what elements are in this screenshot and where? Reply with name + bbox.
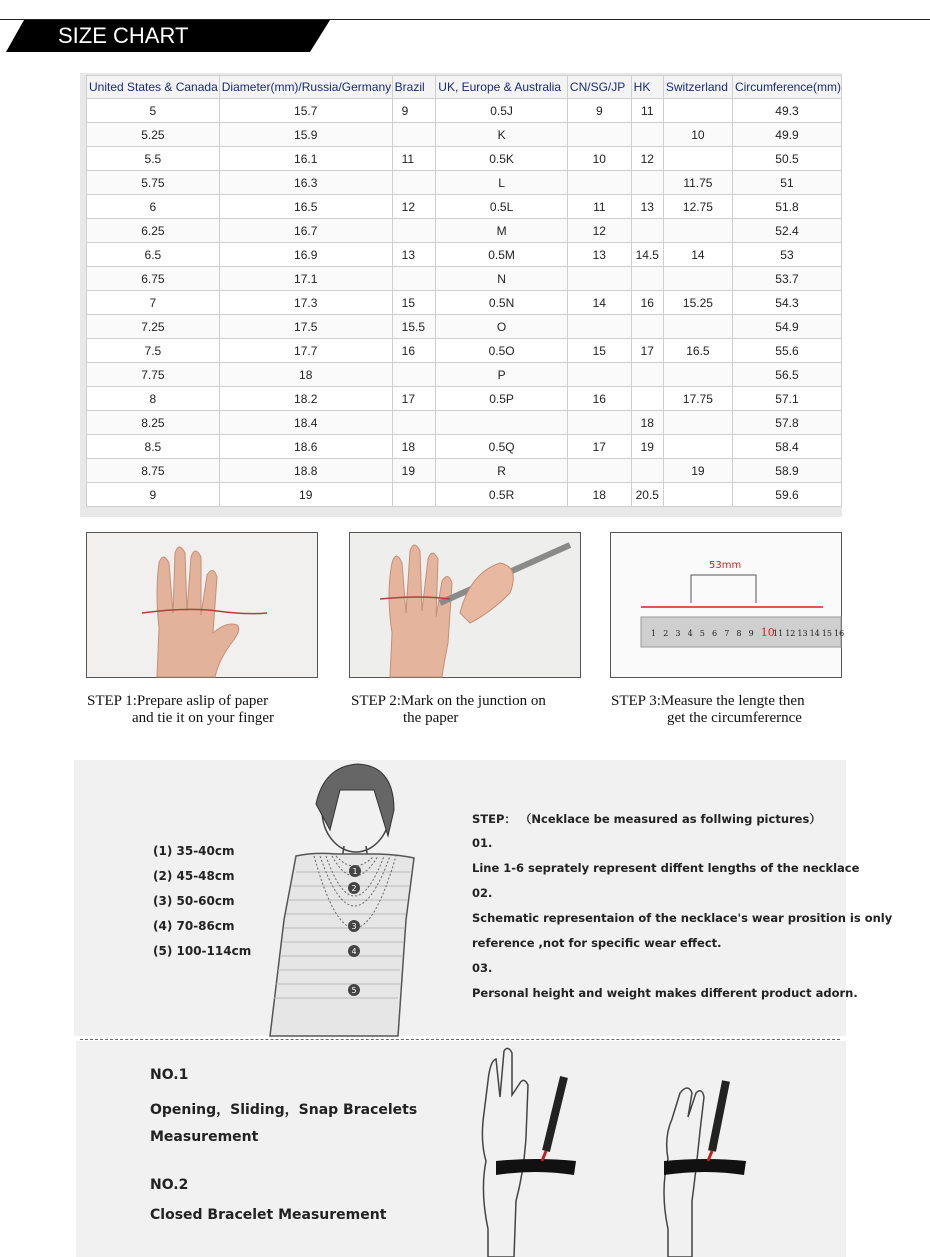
table-cell: 18.8 xyxy=(219,459,392,483)
table-cell: 9 xyxy=(567,99,631,123)
bracelet-no1-title: NO.1 xyxy=(150,1067,189,1083)
table-cell: 9 xyxy=(392,99,436,123)
table-row xyxy=(87,339,842,363)
table-cell: P xyxy=(436,363,568,387)
table-cell: L xyxy=(436,171,568,195)
table-cell: 15 xyxy=(392,291,436,315)
table-row xyxy=(87,99,842,123)
table-cell xyxy=(392,363,436,387)
table-cell: 11 xyxy=(392,147,436,171)
table-cell: 18 xyxy=(567,483,631,507)
table-cell: 15.9 xyxy=(219,123,392,147)
table-row xyxy=(87,171,842,195)
hand-pen-icon xyxy=(350,533,580,677)
table-cell: 16 xyxy=(392,339,436,363)
table-cell: 7.5 xyxy=(87,339,220,363)
table-cell xyxy=(631,219,663,243)
table-cell xyxy=(436,411,568,435)
table-cell: 55.6 xyxy=(732,339,841,363)
table-cell xyxy=(567,363,631,387)
table-row xyxy=(87,123,842,147)
table-cell: 0.5R xyxy=(436,483,568,507)
table-cell xyxy=(663,147,732,171)
ruler-mark-label: 53mm xyxy=(709,560,742,571)
table-cell xyxy=(392,219,436,243)
step3-text: STEP 3:Measure the lengte then get the circumferernce xyxy=(611,693,805,726)
table-cell: 19 xyxy=(219,483,392,507)
table-cell xyxy=(663,99,732,123)
table-row xyxy=(87,411,842,435)
table-cell: 18 xyxy=(392,435,436,459)
table-cell: 11.75 xyxy=(663,171,732,195)
table-cell: 56.5 xyxy=(732,363,841,387)
necklace-note-line: Line 1-6 seprately represent diffent lengths of the necklace xyxy=(472,861,860,875)
necklace-note-line: 03. xyxy=(472,961,493,975)
table-cell: 18 xyxy=(631,411,663,435)
necklace-note-line: Schematic representaion of the necklace's wear prosition is only xyxy=(472,911,893,925)
table-cell: 6.5 xyxy=(87,243,220,267)
table-cell: 0.5O xyxy=(436,339,568,363)
table-cell xyxy=(663,315,732,339)
table-cell: 16.7 xyxy=(219,219,392,243)
table-cell: 5.75 xyxy=(87,171,220,195)
table-cell: 18 xyxy=(219,363,392,387)
ruler-number: 8 xyxy=(736,629,742,638)
table-row xyxy=(87,483,842,507)
step1-image xyxy=(86,532,318,678)
bracelet-no1-line2: Measurement xyxy=(150,1129,259,1145)
table-cell: K xyxy=(436,123,568,147)
table-cell xyxy=(567,171,631,195)
necklace-note-line: 01. xyxy=(472,836,493,850)
ruler-number: 4 xyxy=(687,629,693,638)
table-cell: 11 xyxy=(567,195,631,219)
size-chart-header xyxy=(0,0,930,60)
table-cell xyxy=(567,459,631,483)
col-header-brazil: Brazil xyxy=(392,76,436,99)
table-cell: 9 xyxy=(87,483,220,507)
table-cell xyxy=(631,171,663,195)
necklace-length-item: (1) 35-40cm xyxy=(153,844,235,858)
table-cell: 58.4 xyxy=(732,435,841,459)
necklace-note-line: Personal height and weight makes different product adorn. xyxy=(472,986,858,1000)
ruler-number: 10 xyxy=(760,626,775,639)
table-cell: 13 xyxy=(392,243,436,267)
table-cell: 17.3 xyxy=(219,291,392,315)
table-cell: 17.75 xyxy=(663,387,732,411)
table-row xyxy=(87,147,842,171)
section-divider xyxy=(80,1039,840,1040)
ruler-number: 2 xyxy=(663,629,669,638)
step2-image xyxy=(349,532,581,678)
table-cell: N xyxy=(436,267,568,291)
table-cell: 16.3 xyxy=(219,171,392,195)
table-cell xyxy=(392,123,436,147)
table-cell: 57.1 xyxy=(732,387,841,411)
table-cell: 17 xyxy=(631,339,663,363)
table-cell: 14 xyxy=(567,291,631,315)
table-cell: 15.5 xyxy=(392,315,436,339)
table-cell: 51 xyxy=(732,171,841,195)
table-cell: 0.5K xyxy=(436,147,568,171)
table-cell: 15.7 xyxy=(219,99,392,123)
table-cell: 53.7 xyxy=(732,267,841,291)
table-cell: 59.6 xyxy=(732,483,841,507)
table-cell: 19 xyxy=(392,459,436,483)
table-cell: 12 xyxy=(392,195,436,219)
table-cell: 20.5 xyxy=(631,483,663,507)
table-cell: 13 xyxy=(631,195,663,219)
table-cell xyxy=(631,459,663,483)
table-cell xyxy=(631,387,663,411)
table-cell: 0.5M xyxy=(436,243,568,267)
table-cell: 57.8 xyxy=(732,411,841,435)
col-header-uk: UK, Europe & Australia xyxy=(436,76,568,99)
table-cell: 11 xyxy=(631,99,663,123)
header-rule xyxy=(0,19,930,20)
size-table-panel xyxy=(80,73,842,517)
table-cell: 16.5 xyxy=(219,195,392,219)
ruler-number: 1 xyxy=(651,629,657,638)
table-row xyxy=(87,291,842,315)
table-cell: 12 xyxy=(631,147,663,171)
table-cell xyxy=(567,315,631,339)
table-cell: 6.25 xyxy=(87,219,220,243)
table-cell: 12.75 xyxy=(663,195,732,219)
ruler-number: 14 xyxy=(809,629,820,638)
table-row xyxy=(87,267,842,291)
table-cell xyxy=(663,435,732,459)
table-cell: 52.4 xyxy=(732,219,841,243)
col-header-hk: HK xyxy=(631,76,663,99)
necklace-section xyxy=(74,760,893,1036)
table-cell: 8 xyxy=(87,387,220,411)
table-cell xyxy=(631,363,663,387)
table-cell: 0.5J xyxy=(436,99,568,123)
table-cell: 5.25 xyxy=(87,123,220,147)
pendant-number: 4 xyxy=(351,947,357,956)
wrist-measure-illustration xyxy=(76,1041,846,1257)
table-cell: 15.25 xyxy=(663,291,732,315)
table-cell: 0.5P xyxy=(436,387,568,411)
col-header-diameter: Diameter(mm)/Russia/Germany xyxy=(219,76,392,99)
table-cell: 8.75 xyxy=(87,459,220,483)
ruler-number: 12 xyxy=(785,629,796,638)
step3-image xyxy=(610,532,845,678)
ruler-number: 3 xyxy=(675,629,681,638)
necklace-note-line: STEP： （Nceklace be measured as follwing pictures） xyxy=(472,812,821,826)
pendant-number: 5 xyxy=(351,986,357,995)
bracelet-section xyxy=(76,1041,846,1257)
table-cell: 15 xyxy=(567,339,631,363)
table-cell: 7.75 xyxy=(87,363,220,387)
table-cell: 17.7 xyxy=(219,339,392,363)
table-cell: 16 xyxy=(631,291,663,315)
table-cell: 0.5L xyxy=(436,195,568,219)
ruler-number: 5 xyxy=(699,629,705,638)
table-cell: 5 xyxy=(87,99,220,123)
step2-text: STEP 2:Mark on the junction on the paper xyxy=(351,693,546,726)
pendant-number: 2 xyxy=(351,884,357,893)
table-cell xyxy=(392,267,436,291)
table-cell: 19 xyxy=(663,459,732,483)
table-cell: 7.25 xyxy=(87,315,220,339)
bracelet-no2-title: NO.2 xyxy=(150,1177,189,1193)
necklace-note-line: 02. xyxy=(472,886,493,900)
necklace-length-item: (5) 100-114cm xyxy=(153,944,252,958)
table-cell: 10 xyxy=(567,147,631,171)
ruler-number: 13 xyxy=(797,629,808,638)
table-row xyxy=(87,243,842,267)
necklace-length-item: (2) 45-48cm xyxy=(153,869,235,883)
table-row xyxy=(87,363,842,387)
ruler-number: 16 xyxy=(834,629,845,638)
table-cell: 54.3 xyxy=(732,291,841,315)
page-title: SIZE CHART xyxy=(58,23,189,48)
table-cell: 16.9 xyxy=(219,243,392,267)
table-cell: 53 xyxy=(732,243,841,267)
table-cell: O xyxy=(436,315,568,339)
table-cell: 49.9 xyxy=(732,123,841,147)
table-cell: 6.75 xyxy=(87,267,220,291)
table-row xyxy=(87,315,842,339)
pendant-number: 3 xyxy=(351,922,357,931)
table-row xyxy=(87,219,842,243)
table-cell: 50.5 xyxy=(732,147,841,171)
table-cell xyxy=(663,219,732,243)
table-cell: 17.1 xyxy=(219,267,392,291)
table-cell xyxy=(663,411,732,435)
col-header-cn: CN/SG/JP xyxy=(567,76,631,99)
table-row xyxy=(87,195,842,219)
necklace-length-item: (4) 70-86cm xyxy=(153,919,235,933)
bracelet-no2-line1: Closed Bracelet Measurement xyxy=(150,1207,387,1223)
table-cell: 12 xyxy=(567,219,631,243)
table-cell xyxy=(567,411,631,435)
ring-size-table xyxy=(86,75,842,507)
table-cell: 7 xyxy=(87,291,220,315)
table-cell xyxy=(392,411,436,435)
table-cell: 17 xyxy=(392,387,436,411)
table-cell: 14.5 xyxy=(631,243,663,267)
table-cell: 49.3 xyxy=(732,99,841,123)
table-cell: 51.8 xyxy=(732,195,841,219)
ruler-icon xyxy=(611,533,845,677)
table-cell: 16.1 xyxy=(219,147,392,171)
hand-paper-icon xyxy=(87,533,317,677)
ruler-number: 9 xyxy=(748,629,754,638)
table-cell: 19 xyxy=(631,435,663,459)
table-cell xyxy=(392,171,436,195)
bracelet-no1-line1: Opening，Sliding，Snap Bracelets xyxy=(150,1102,418,1118)
table-cell xyxy=(392,483,436,507)
table-cell: 16 xyxy=(567,387,631,411)
table-cell: 18.2 xyxy=(219,387,392,411)
table-cell xyxy=(631,123,663,147)
table-cell xyxy=(567,123,631,147)
table-cell: 6 xyxy=(87,195,220,219)
table-cell: M xyxy=(436,219,568,243)
table-cell: 18.4 xyxy=(219,411,392,435)
table-row xyxy=(87,459,842,483)
table-cell: 58.9 xyxy=(732,459,841,483)
table-cell: 14 xyxy=(663,243,732,267)
table-cell: 54.9 xyxy=(732,315,841,339)
table-cell xyxy=(663,363,732,387)
step1-text: STEP 1:Prepare aslip of paper and tie it on your finger xyxy=(87,693,275,726)
table-cell: 18.6 xyxy=(219,435,392,459)
table-cell: 10 xyxy=(663,123,732,147)
table-row xyxy=(87,435,842,459)
table-cell: 0.5N xyxy=(436,291,568,315)
table-cell: 17.5 xyxy=(219,315,392,339)
table-cell: 8.5 xyxy=(87,435,220,459)
table-cell xyxy=(663,267,732,291)
table-cell: 17 xyxy=(567,435,631,459)
ruler-number: 11 xyxy=(773,629,784,638)
table-cell: 8.25 xyxy=(87,411,220,435)
necklace-note-line: reference ,not for specific wear effect. xyxy=(472,936,722,950)
table-cell xyxy=(631,315,663,339)
table-header-row xyxy=(87,76,842,99)
col-header-switzerland: Switzerland xyxy=(663,76,732,99)
table-cell: 16.5 xyxy=(663,339,732,363)
ruler-number: 6 xyxy=(712,629,718,638)
table-cell: 13 xyxy=(567,243,631,267)
table-cell xyxy=(663,483,732,507)
pendant-number: 1 xyxy=(352,867,358,876)
ruler-number: 7 xyxy=(724,629,730,638)
table-cell: R xyxy=(436,459,568,483)
table-row xyxy=(87,387,842,411)
col-header-us: United States & Canada xyxy=(87,76,220,99)
table-cell xyxy=(631,267,663,291)
table-cell xyxy=(567,267,631,291)
necklace-length-item: (3) 50-60cm xyxy=(153,894,235,908)
table-cell: 5.5 xyxy=(87,147,220,171)
ruler-number: 15 xyxy=(821,629,832,638)
col-header-circumference: Circumference(mm) xyxy=(732,76,841,99)
table-cell: 0.5Q xyxy=(436,435,568,459)
